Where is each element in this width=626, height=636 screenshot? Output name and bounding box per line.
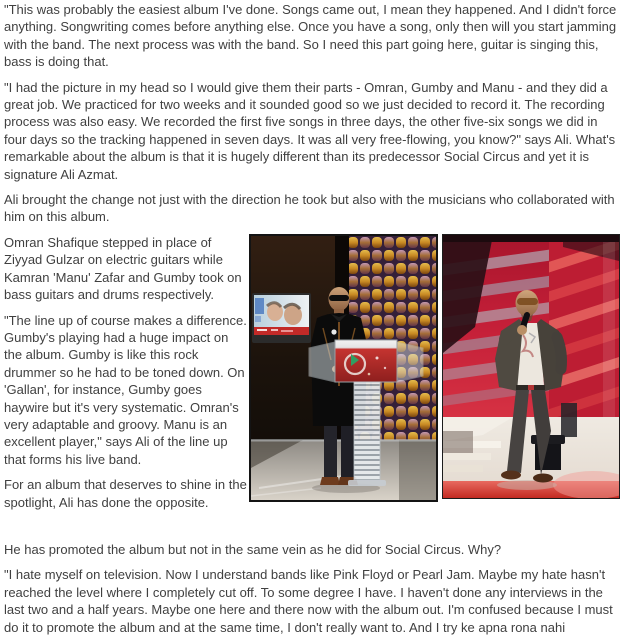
paragraph-intro: "This was probably the easiest album I've done. Songs came out, I mean they happened. And I didn't force anything. Songwriting comes before anything else. Once you have a song, only then will you start jamming with the band. The next process was with the band. So I need this part going here, guitar is singing this, bass is doing that.: [4, 2, 617, 70]
spacer: [4, 519, 620, 533]
photo-ali-podium: [249, 234, 438, 502]
stage-floor: [443, 417, 619, 498]
paragraph-television: "I hate myself on television. Now I understand bands like Pink Floyd or Pearl Jam. Maybe my hate hasn't reached the level where I completely cut off. To some degree I have. I haven't done any interviews in the last two and a half years. Maybe one here and there now with the album out. I'm confused because I must do it to promote the album and at the same time, I don't really want to. And I try ke apna rona nahi: [4, 567, 613, 635]
photo-ali-podium-scene: [251, 236, 436, 500]
paragraph-recording: "I had the picture in my head so I would give them their parts - Omran, Gumby and Manu - and they did a great job. We practiced for two weeks and it sounded good so we just decided to record it. The recording process was also easy. We recorded the first five songs in three days, the other five-six songs we did in four days so the tracking happened in seven days. It was all very free-flowing, you know?" says Ali. What's remarkable about the album is that it is hugely different than its predecessor Social Circus and yet it is signature Ali Azmat.: [4, 79, 616, 182]
photo-ali-performing: [442, 234, 620, 499]
sunglasses: [329, 295, 349, 301]
paragraph-change: Ali brought the change not just with the direction he took but also with the musicians who collaborated with him on this album.: [4, 192, 615, 225]
amber-sunglasses: [517, 298, 538, 305]
photo-ali-performing-scene: [443, 235, 619, 498]
photo-row: [249, 234, 620, 502]
paragraph-spotlight: For an album that deserves to shine in the spotlight, Ali has done the opposite.: [4, 477, 247, 510]
paragraph-musicians: "The line up of course makes a difference. Gumby's playing had a huge impact on the album. Gumby is like this rock drummer so he had to be toned down. On 'Gallan', for instance, Gumby goes haywire but it's very systematic. Omran's very adaptable and groovy. Manu is an excellent player," says Ali of the line up that forms his live band.: [4, 312, 247, 467]
paragraph-lineup: Omran Shafique stepped in place of Ziyyad Gulzar on electric guitars while Kamran 'Manu' Zafar and Gumby took on bass guitars and drums respectively.: [4, 234, 242, 303]
article-page: [0, 1, 626, 636]
tv-screen: [252, 293, 311, 343]
paragraph-promotion-question: He has promoted the album but not in the same vein as he did for Social Circus. Why?: [4, 541, 502, 557]
